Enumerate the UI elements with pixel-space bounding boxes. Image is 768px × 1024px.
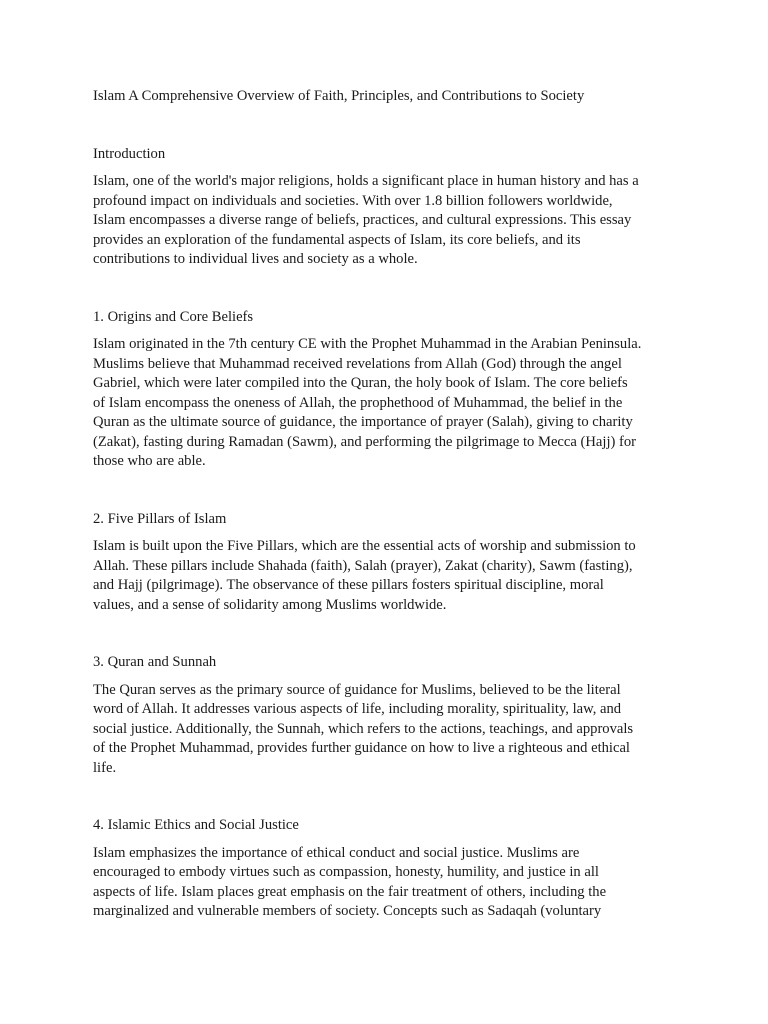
paragraph-line: contributions to individual lives and society as a whole. — [93, 251, 418, 267]
paragraph-line: Allah. These pillars include Shahada (faith), Salah (prayer), Zakat (charity), Sawm (fasting), — [93, 557, 633, 574]
paragraph-line: aspects of life. Islam places great emphasis on the fair treatment of others, including the — [93, 883, 607, 900]
paragraph-line: those who are able. — [93, 453, 206, 469]
section-quran-sunnah — [93, 653, 683, 778]
paragraph-line: and Hajj (pilgrimage). The observance of these pillars fosters spiritual discipline, moral — [93, 577, 604, 593]
paragraph-line: Islam, one of the world's major religions, holds a significant place in human history and has a — [93, 173, 639, 189]
paragraph-line: Islam emphasizes the importance of ethical conduct and social justice. Muslims are — [93, 844, 580, 861]
paragraph-line: provides an exploration of the fundamental aspects of Islam, its core beliefs, and its — [93, 231, 581, 248]
section-origins-core-beliefs — [93, 308, 683, 472]
paragraph-line: profound impact on individuals and societies. With over 1.8 billion followers worldwide, — [93, 192, 613, 209]
section-heading: 1. Origins and Core Beliefs — [93, 308, 254, 325]
paragraph-line: of Islam encompass the oneness of Allah, the prophethood of Muhammad, the belief in the — [93, 394, 623, 411]
section-paragraph — [93, 681, 683, 779]
paragraph-line: social justice. Additionally, the Sunnah, which refers to the actions, teachings, and approvals — [93, 720, 634, 737]
introduction-heading: Introduction — [93, 145, 166, 162]
paragraph-line: Islam encompasses a diverse range of beliefs, practices, and cultural expressions. This essay — [93, 212, 632, 228]
section-heading: 2. Five Pillars of Islam — [93, 510, 227, 527]
document-body — [93, 87, 683, 922]
paragraph-line: The Quran serves as the primary source of guidance for Muslims, believed to be the literal — [93, 681, 621, 698]
paragraph-line: marginalized and vulnerable members of society. Concepts such as Sadaqah (voluntary — [93, 903, 602, 919]
paragraph-line: Quran as the ultimate source of guidance, the importance of prayer (Salah), giving to charity — [93, 414, 633, 430]
paragraph-line: (Zakat), fasting during Ramadan (Sawm), and performing the pilgrimage to Mecca (Hajj) for — [93, 433, 637, 450]
introduction-paragraph — [93, 172, 683, 270]
paragraph-line: Gabriel, which were later compiled into the Quran, the holy book of Islam. The core beliefs — [93, 375, 628, 391]
paragraph-line: encouraged to embody virtues such as compassion, honesty, humility, and justice in all — [93, 864, 599, 880]
section-heading: 3. Quran and Sunnah — [93, 654, 217, 670]
paragraph-line: values, and a sense of solidarity among Muslims worldwide. — [93, 596, 447, 613]
section-five-pillars — [93, 510, 683, 616]
section-heading: 4. Islamic Ethics and Social Justice — [93, 817, 299, 833]
document-title: Islam A Comprehensive Overview of Faith, Principles, and Contributions to Society — [93, 88, 585, 104]
section-ethics-social-justice — [93, 816, 683, 922]
paragraph-line: Muslims believe that Muhammad received revelations from Allah (God) through the angel — [93, 355, 622, 372]
section-paragraph — [93, 335, 683, 472]
paragraph-line: life. — [93, 759, 117, 776]
paragraph-line: of the Prophet Muhammad, provides further guidance on how to live a righteous and ethical — [93, 740, 630, 756]
paragraph-line: word of Allah. It addresses various aspects of life, including morality, spirituality, law, and — [93, 701, 622, 717]
section-paragraph — [93, 844, 683, 922]
paragraph-line: Islam is built upon the Five Pillars, which are the essential acts of worship and submission to — [93, 538, 636, 554]
paragraph-line: Islam originated in the 7th century CE with the Prophet Muhammad in the Arabian Peninsula. — [93, 336, 642, 352]
section-paragraph — [93, 537, 683, 615]
